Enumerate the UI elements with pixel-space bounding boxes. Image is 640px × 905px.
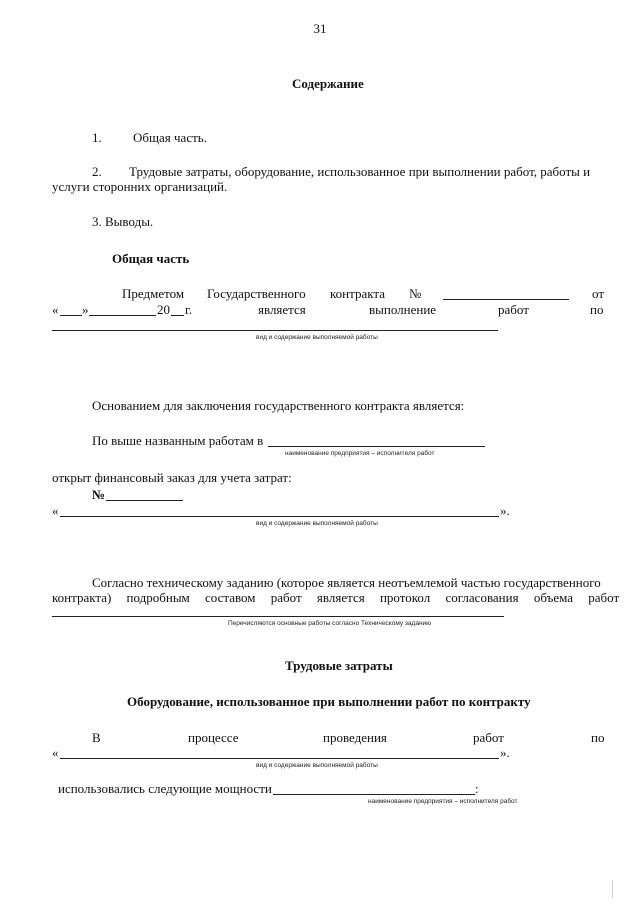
subject-word-5: от xyxy=(592,286,605,301)
row2-word-1: является xyxy=(258,302,306,317)
row2-word-4: по xyxy=(590,302,604,317)
company-name-line xyxy=(268,446,485,447)
row2-word-3: работ xyxy=(498,302,529,317)
tech-caption: Перечисляются основные работы согласно Техническому заданию xyxy=(228,620,432,627)
contents-item3: 3. Выводы. xyxy=(92,214,154,229)
row2-word-2: выполнение xyxy=(369,302,437,317)
work-type-caption: вид и содержание выполняемой работы xyxy=(256,334,378,341)
capacity-colon: : xyxy=(475,781,479,796)
tech-works-line xyxy=(52,616,504,617)
process-close-quote: ». xyxy=(500,745,510,760)
used-capacity-text: использовались следующие мощности xyxy=(58,781,272,796)
date-day-line xyxy=(60,315,82,316)
general-heading: Общая часть xyxy=(112,251,190,266)
process-word-4: работ xyxy=(473,730,504,745)
process-word-5: по xyxy=(591,730,605,745)
subject-word-1: Предметом xyxy=(122,286,185,301)
process-word-3: проведения xyxy=(323,730,387,745)
work-type-line xyxy=(52,330,498,331)
process-word-1: В xyxy=(92,730,101,745)
order-open-quote: « xyxy=(52,503,59,518)
order-work-line xyxy=(60,516,499,517)
tech-line-1: Согласно техническому заданию (которое является неотъемлемой частью государственного xyxy=(92,575,601,590)
contents-item2-number: 2. xyxy=(92,164,102,179)
labor-heading: Трудовые затраты xyxy=(285,658,393,673)
tech-line-2: контракта) подробным составом работ является протокол согласования объема работ xyxy=(52,590,620,605)
contract-number-line xyxy=(443,299,569,300)
order-close-quote: ». xyxy=(500,503,510,518)
contents-item2-line2: услуги сторонних организаций. xyxy=(52,179,228,194)
order-opened-text: открыт финансовый заказ для учета затрат: xyxy=(52,470,292,485)
contents-title: Содержание xyxy=(292,76,364,91)
process-open-quote: « xyxy=(52,745,59,760)
contents-item1-number: 1. xyxy=(92,130,102,145)
subject-word-3: контракта xyxy=(330,286,385,301)
date-open-quote: « xyxy=(52,302,59,317)
page-number: 31 xyxy=(313,21,327,36)
date-g: г. xyxy=(185,302,193,317)
date-month-line xyxy=(89,315,156,316)
by-works-text: По выше названным работам в xyxy=(92,433,264,448)
order-number-line xyxy=(106,500,183,501)
subject-word-4: № xyxy=(409,286,422,301)
capacity-company-line xyxy=(273,794,475,795)
process-word-2: процессе xyxy=(188,730,239,745)
contents-item1-text: Общая часть. xyxy=(133,130,207,145)
company-caption: наименование предприятия – исполнителя работ xyxy=(285,450,435,457)
date-year-prefix: 20 xyxy=(157,302,170,317)
date-close-quote: » xyxy=(82,302,89,317)
process-work-caption: вид и содержание выполняемой работы xyxy=(256,762,378,769)
process-work-line xyxy=(60,758,499,759)
capacity-company-caption: наименование предприятия – исполнителя работ xyxy=(368,798,518,805)
order-work-caption: вид и содержание выполняемой работы xyxy=(256,520,378,527)
order-number-sign: № xyxy=(92,487,106,502)
basis-text: Основанием для заключения государственного контракта является: xyxy=(92,398,465,413)
equipment-heading: Оборудование, использованное при выполнении работ по контракту xyxy=(127,694,531,709)
contents-item2-line1: Трудовые затраты, оборудование, использованное при выполнении работ, работы и xyxy=(129,164,591,179)
subject-word-2: Государственного xyxy=(207,286,306,301)
scan-edge-mark xyxy=(612,880,613,898)
date-year-line xyxy=(171,315,184,316)
